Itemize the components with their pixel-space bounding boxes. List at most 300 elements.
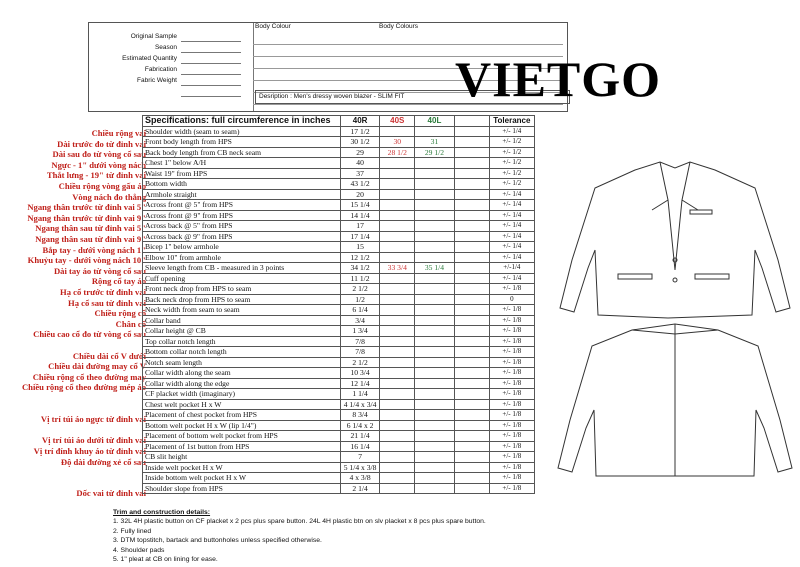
value-40s (380, 284, 415, 295)
tolerance-value: +/- 1/8 (489, 441, 534, 452)
spec-row (143, 410, 535, 421)
spacer-cell (454, 137, 489, 148)
value-40l (415, 294, 454, 305)
blazer-front-drawing (560, 162, 790, 318)
spacer-cell (454, 147, 489, 158)
spec-row (143, 168, 535, 179)
value-40l (415, 179, 454, 190)
value-40l (415, 441, 454, 452)
field-estimated-quantity: Estimated Quantity (122, 55, 177, 62)
value-40l (415, 126, 454, 137)
spec-description: Waist 19" from HPS (143, 168, 341, 179)
vn-label: Chiều cao cổ đo từ vòng cổ sau (33, 329, 146, 340)
vn-label: Vòng nách đo thẳng (72, 191, 146, 202)
vn-label: Vị trí đính khuy áo từ đỉnh vai (33, 446, 146, 456)
spec-description: Placement of chest pocket from HPS (143, 410, 341, 421)
vn-label: Chiều dài cổ V dưới (72, 350, 146, 361)
value-40s (380, 347, 415, 358)
value-40r: 2 1/4 (341, 483, 380, 494)
value-40r: 6 1/4 (341, 305, 380, 316)
spec-title: Specifications: full circumference in inches (143, 116, 341, 127)
value-40r: 7/8 (341, 336, 380, 347)
tolerance-value: +/- 1/8 (489, 315, 534, 326)
vn-label: Ngực - 1" dưới vòng nách (51, 159, 146, 170)
value-40s (380, 158, 415, 169)
tolerance-value: +/- 1/8 (489, 284, 534, 295)
spec-row (143, 399, 535, 410)
spacer-cell (454, 368, 489, 379)
value-40s (380, 305, 415, 316)
value-40r: 12 1/2 (341, 252, 380, 263)
spec-description: Sleeve length from CB - measured in 3 points (143, 263, 341, 274)
spacer-cell (454, 242, 489, 253)
value-40l (415, 368, 454, 379)
tolerance-value: +/- 1/8 (489, 473, 534, 484)
spacer-cell (454, 389, 489, 400)
value-40s (380, 273, 415, 284)
tolerance-value: +/- 1/8 (489, 368, 534, 379)
spec-header-row (143, 116, 535, 127)
value-40s (380, 483, 415, 494)
value-40r: 17 (341, 221, 380, 232)
tolerance-value: +/- 1/8 (489, 357, 534, 368)
value-40l (415, 200, 454, 211)
tolerance-value: +/- 1/8 (489, 347, 534, 358)
tolerance-value: +/- 1/2 (489, 137, 534, 148)
tolerance-value: +/- 1/8 (489, 410, 534, 421)
value-40r: 15 (341, 242, 380, 253)
value-40s (380, 326, 415, 337)
value-40r: 1 1/4 (341, 389, 380, 400)
spec-row (143, 210, 535, 221)
tolerance-value: +/- 1/4 (489, 200, 534, 211)
vn-label: Chân cổ (115, 318, 146, 329)
value-40l (415, 305, 454, 316)
vn-label: Chiều rộng vòng gấu áo (58, 181, 146, 191)
value-40s (380, 399, 415, 410)
value-40s (380, 389, 415, 400)
value-40s (380, 126, 415, 137)
tolerance-value: +/- 1/4 (489, 242, 534, 253)
value-40s (380, 441, 415, 452)
value-40l (415, 315, 454, 326)
value-40l (415, 168, 454, 179)
spec-row (143, 263, 535, 274)
spec-row (143, 284, 535, 295)
vn-label: Dốc vai từ đỉnh vai (76, 488, 146, 499)
value-40s (380, 336, 415, 347)
spec-description: Across back @ 9" from HPS (143, 231, 341, 242)
value-40s (380, 231, 415, 242)
value-40r: 4 1/4 x 3/4 (341, 399, 380, 410)
value-40l (415, 399, 454, 410)
value-40l (415, 326, 454, 337)
value-40r: 40 (341, 158, 380, 169)
tolerance-value: +/- 1/4 (489, 189, 534, 200)
tolerance-value: +/- 1/4 (489, 252, 534, 263)
vn-label: Chiều rộng cổ (94, 308, 146, 319)
spacer-cell (454, 483, 489, 494)
spacer-cell (454, 179, 489, 190)
spacer-cell (454, 294, 489, 305)
value-40r: 7 (341, 452, 380, 463)
spacer-cell (454, 462, 489, 473)
spec-description: Collar width along the edge (143, 378, 341, 389)
tolerance-value: +/-1/4 (489, 263, 534, 274)
value-40r: 16 1/4 (341, 441, 380, 452)
vn-label: Chiều rộng vai (91, 128, 146, 138)
spec-description: Shoulder slope from HPS (143, 483, 341, 494)
value-40r: 6 1/4 x 2 (341, 420, 380, 431)
value-40r: 8 3/4 (341, 410, 380, 421)
tolerance-value: +/- 1/2 (489, 168, 534, 179)
spec-description: Inside bottom welt pocket H x W (143, 473, 341, 484)
tolerance-header: Tolerance (489, 116, 534, 127)
spec-description: Bottom collar notch length (143, 347, 341, 358)
spec-description: Back body length from CB neck seam (143, 147, 341, 158)
value-40r: 21 1/4 (341, 431, 380, 442)
value-40l (415, 210, 454, 221)
value-40r: 1 3/4 (341, 326, 380, 337)
spec-row (143, 473, 535, 484)
vn-label: Hạ cổ trước từ đỉnh vai (60, 287, 146, 297)
tolerance-value: +/- 1/2 (489, 147, 534, 158)
spec-description: Armhole straight (143, 189, 341, 200)
blazer-technical-drawing (540, 140, 800, 500)
spec-row (143, 462, 535, 473)
spec-description: Bicep 1" below armhole (143, 242, 341, 253)
value-40s (380, 210, 415, 221)
spacer-cell (454, 326, 489, 337)
spacer-cell (454, 315, 489, 326)
vn-label: Dài trước đo từ đỉnh vai (57, 138, 146, 149)
value-40s: 28 1/2 (380, 147, 415, 158)
value-40s (380, 431, 415, 442)
note-item: 1. 32L 4H plastic button on CF placket x 2 pcs plus spare button. 24L 4H plastic btn on slv placket x 8 pcs plus spare button. (113, 518, 486, 526)
tolerance-value: +/- 1/8 (489, 431, 534, 442)
vn-label: Khuỷu tay - dưới vòng nách 10" (27, 255, 146, 266)
value-40s (380, 315, 415, 326)
spec-row (143, 273, 535, 284)
value-40r: 7/8 (341, 347, 380, 358)
spec-description: Chest welt pocket H x W (143, 399, 341, 410)
value-40l (415, 462, 454, 473)
value-40l (415, 242, 454, 253)
construction-notes (113, 508, 486, 564)
header-field-lines (181, 31, 241, 97)
value-40s (380, 189, 415, 200)
field-season: Season (154, 44, 177, 51)
value-40r: 14 1/4 (341, 210, 380, 221)
tolerance-value: +/- 1/8 (489, 420, 534, 431)
spacer-cell (454, 252, 489, 263)
note-item: 4. Shoulder pads (113, 546, 165, 554)
value-40l (415, 389, 454, 400)
spec-row (143, 305, 535, 316)
spec-row (143, 137, 535, 148)
value-40l (415, 273, 454, 284)
spec-description: Placement of 1st button from HPS (143, 441, 341, 452)
value-40l (415, 158, 454, 169)
value-40r: 17 1/2 (341, 126, 380, 137)
tolerance-value: +/- 1/8 (489, 326, 534, 337)
spec-row (143, 231, 535, 242)
value-40l (415, 252, 454, 263)
spec-description: Back neck drop from HPS to seam (143, 294, 341, 305)
spacer-cell (454, 410, 489, 421)
tolerance-value: +/- 1/8 (489, 452, 534, 463)
value-40r: 34 1/2 (341, 263, 380, 274)
value-40l (415, 347, 454, 358)
value-40s (380, 378, 415, 389)
spec-description: Notch seam length (143, 357, 341, 368)
value-40l (415, 189, 454, 200)
value-40l: 35 1/4 (415, 263, 454, 274)
spec-table (142, 115, 535, 494)
value-40r: 15 1/4 (341, 200, 380, 211)
spacer-cell (454, 347, 489, 358)
tolerance-value: +/- 1/8 (489, 305, 534, 316)
value-40r: 11 1/2 (341, 273, 380, 284)
value-40l (415, 231, 454, 242)
spec-description: Collar width along the seam (143, 368, 341, 379)
spec-description: Across back @ 5" from HPS (143, 221, 341, 232)
vn-label: Bắp tay - dưới vòng nách 1" (42, 244, 146, 255)
field-fabrication: Fabrication (144, 66, 177, 73)
spec-description: Bottom welt pocket H x W (lip 1/4") (143, 420, 341, 431)
spacer-cell (454, 357, 489, 368)
note-item: 5. 1" pleat at CB on lining for ease. (113, 556, 218, 564)
tolerance-value: +/- 1/4 (489, 231, 534, 242)
spec-row (143, 389, 535, 400)
spec-row (143, 200, 535, 211)
tolerance-value: 0 (489, 294, 534, 305)
value-40s: 30 (380, 137, 415, 148)
spec-description: Collar band (143, 315, 341, 326)
spec-description: CB slit height (143, 452, 341, 463)
spec-row (143, 126, 535, 137)
tolerance-value: +/- 1/4 (489, 273, 534, 284)
spacer-cell (454, 441, 489, 452)
value-40l (415, 452, 454, 463)
spacer-cell (454, 473, 489, 484)
vn-label: Ngang thân sau từ đỉnh vai 5" (35, 223, 146, 234)
spec-description: Cuff opening (143, 273, 341, 284)
vietgo-logo: VIETGO (455, 51, 662, 107)
tolerance-value: +/- 1/8 (489, 462, 534, 473)
value-40r: 29 (341, 147, 380, 158)
description-field: Desription : Men's dressy woven blazer - SLIM FIT (255, 90, 570, 104)
spec-row (143, 420, 535, 431)
vn-label: Chiều rộng cổ theo đường may (32, 371, 146, 382)
value-40r: 3/4 (341, 315, 380, 326)
value-40s (380, 179, 415, 190)
value-40l (415, 410, 454, 421)
spec-row (143, 326, 535, 337)
vn-label: Rộng cổ tay áo (91, 276, 146, 287)
spec-row (143, 357, 535, 368)
vn-label: Hạ cổ sau từ đỉnh vai (68, 297, 146, 308)
spec-description: Shoulder width (seam to seam) (143, 126, 341, 137)
spec-description: Front neck drop from HPS to seam (143, 284, 341, 295)
vn-label: Dài tay áo từ vòng cổ sau (53, 265, 146, 276)
vn-label: Vị trí túi áo ngực từ đỉnh vai (40, 414, 146, 425)
value-40l: 29 1/2 (415, 147, 454, 158)
spec-description: CF placket width (imaginary) (143, 389, 341, 400)
field-fabric-weight: Fabric Weight (137, 77, 177, 84)
spacer-cell (454, 420, 489, 431)
value-40s (380, 357, 415, 368)
tolerance-value: +/- 1/2 (489, 158, 534, 169)
vn-label: Vị trí túi áo dưới từ đỉnh vai (41, 435, 146, 446)
spec-description: Chest 1" below A/H (143, 158, 341, 169)
value-40l (415, 420, 454, 431)
size-40l-header: 40L (415, 116, 454, 127)
value-40l (415, 483, 454, 494)
vn-label: Dài sau đo từ vòng cổ sau (52, 149, 146, 160)
value-40s: 33 3/4 (380, 263, 415, 274)
blazer-back-drawing (558, 324, 792, 476)
value-40s (380, 462, 415, 473)
header-field-labels (89, 31, 177, 86)
value-40s (380, 168, 415, 179)
spacer-cell (454, 452, 489, 463)
value-40l (415, 473, 454, 484)
spec-description: Bottom width (143, 179, 341, 190)
vn-label: Chiều dài đường may cổ V (48, 361, 146, 372)
spacer-cell (454, 273, 489, 284)
value-40s (380, 294, 415, 305)
value-40r: 2 1/2 (341, 357, 380, 368)
spec-description: Front body length from HPS (143, 137, 341, 148)
spec-description: Inside welt pocket H x W (143, 462, 341, 473)
tolerance-value: +/- 1/8 (489, 389, 534, 400)
value-40r: 17 1/4 (341, 231, 380, 242)
tolerance-value: +/- 1/4 (489, 126, 534, 137)
note-item: 2. Fully lined (113, 527, 152, 535)
value-40r: 37 (341, 168, 380, 179)
vn-label: Ngang thân trước từ đỉnh vai 9" (27, 212, 146, 223)
spec-row (143, 347, 535, 358)
value-40l (415, 357, 454, 368)
tolerance-value: +/- 1/8 (489, 378, 534, 389)
spec-description: Top collar notch length (143, 336, 341, 347)
value-40r: 2 1/2 (341, 284, 380, 295)
spacer-cell (454, 210, 489, 221)
value-40s (380, 242, 415, 253)
tolerance-value: +/- 1/2 (489, 179, 534, 190)
size-40r-header: 40R (341, 116, 380, 127)
value-40l (415, 431, 454, 442)
value-40r: 43 1/2 (341, 179, 380, 190)
value-40r: 1/2 (341, 294, 380, 305)
spacer-cell (454, 168, 489, 179)
spacer-cell (454, 284, 489, 295)
spacer-cell (454, 221, 489, 232)
spec-row (143, 315, 535, 326)
spec-row (143, 179, 535, 190)
tolerance-value: +/- 1/8 (489, 336, 534, 347)
spec-row (143, 336, 535, 347)
value-40l (415, 284, 454, 295)
tolerance-value: +/- 1/4 (489, 221, 534, 232)
spacer-cell (454, 336, 489, 347)
vn-label: Ngang thân trước từ đỉnh vai 5" (27, 202, 146, 213)
spec-row (143, 452, 535, 463)
spec-description: Placement of bottom welt pocket from HPS (143, 431, 341, 442)
value-40l: 31 (415, 137, 454, 148)
spacer-cell (454, 231, 489, 242)
spec-description: Elbow 10" from armhole (143, 252, 341, 263)
vn-label: Thắt lưng - 19" từ đỉnh vai (46, 170, 146, 181)
spacer-cell (454, 431, 489, 442)
vn-label: Chiều rộng cổ theo đường mép áo (21, 382, 146, 393)
value-40r: 5 1/4 x 3/8 (341, 462, 380, 473)
tolerance-value: +/- 1/8 (489, 399, 534, 410)
value-40r: 12 1/4 (341, 378, 380, 389)
spec-row (143, 294, 535, 305)
value-40r: 30 1/2 (341, 137, 380, 148)
value-40s (380, 221, 415, 232)
spec-description: Neck width from seam to seam (143, 305, 341, 316)
size-40s-header: 40S (380, 116, 415, 127)
value-40s (380, 368, 415, 379)
vn-label: Ngang thân sau từ đỉnh vai 9" (35, 234, 146, 244)
spec-row (143, 368, 535, 379)
spec-row (143, 242, 535, 253)
spec-row (143, 441, 535, 452)
tolerance-value: +/- 1/8 (489, 483, 534, 494)
spec-description: Collar height @ CB (143, 326, 341, 337)
spec-row (143, 221, 535, 232)
spacer-cell (454, 200, 489, 211)
spacer-cell (454, 399, 489, 410)
tolerance-value: +/- 1/4 (489, 210, 534, 221)
spec-row (143, 431, 535, 442)
spacer-cell (454, 305, 489, 316)
spacer-cell (454, 158, 489, 169)
spacer-cell (454, 378, 489, 389)
value-40l (415, 336, 454, 347)
spec-row (143, 483, 535, 494)
value-40s (380, 420, 415, 431)
spec-row (143, 378, 535, 389)
field-original-sample: Original Sample (130, 33, 177, 40)
body-colour-label: Body Colour (255, 23, 291, 30)
value-40r: 20 (341, 189, 380, 200)
spacer-cell (454, 126, 489, 137)
value-40s (380, 200, 415, 211)
value-40s (380, 410, 415, 421)
value-40s (380, 452, 415, 463)
value-40r: 10 3/4 (341, 368, 380, 379)
spacer-cell (454, 263, 489, 274)
value-40l (415, 378, 454, 389)
body-colours-label: Body Colours (379, 23, 419, 30)
value-40s (380, 473, 415, 484)
note-item: 3. DTM topstitch, bartack and buttonholes unless specified otherwise. (113, 537, 322, 545)
spec-description: Across front @ 9" from HPS (143, 210, 341, 221)
value-40s (380, 252, 415, 263)
spec-row (143, 147, 535, 158)
value-40l (415, 221, 454, 232)
value-40r: 4 x 3/8 (341, 473, 380, 484)
spec-row (143, 158, 535, 169)
spec-row (143, 252, 535, 263)
notes-title: Trim and construction details: (113, 509, 211, 516)
spec-description: Across front @ 5" from HPS (143, 200, 341, 211)
spacer-cell (454, 189, 489, 200)
